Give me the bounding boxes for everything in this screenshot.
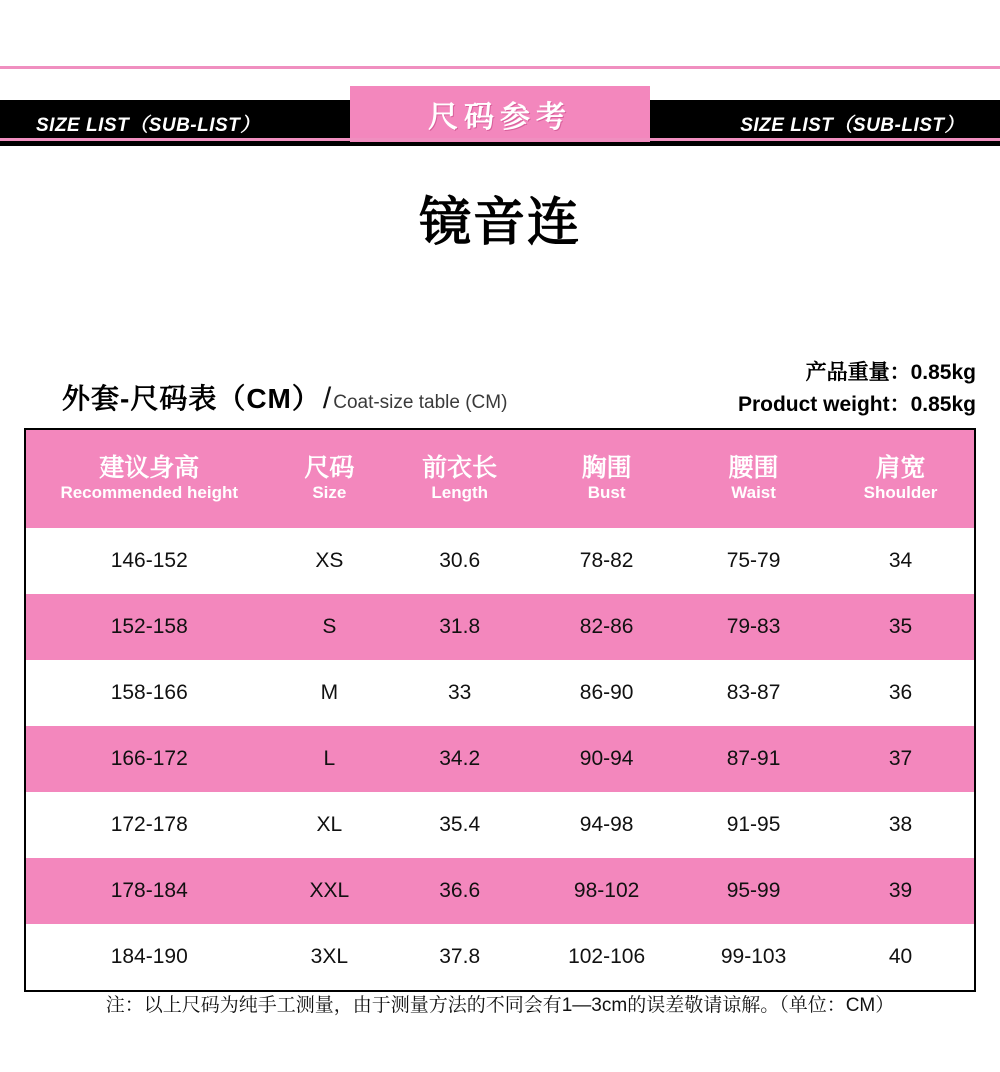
cell-height: 178-184 [110,879,188,902]
cell-size: XXL [309,879,350,902]
cell-bust: 94-98 [579,813,634,836]
table-caption-slash: / [322,382,332,415]
cell-shoulder: 35 [888,615,913,638]
table-header-row [26,430,974,528]
column-header-size-en: Size [312,483,347,503]
cell-bust: 86-90 [579,681,634,704]
cell-size: XL [316,813,343,836]
table-row [26,792,974,858]
cell-size: S [322,615,337,638]
cell-height: 152-158 [110,615,188,638]
cell-bust: 78-82 [579,549,634,572]
cell-bust: 90-94 [579,747,634,770]
cell-length: 30.6 [439,549,481,572]
column-header-length-cn: 前衣长 [422,454,498,483]
cell-length: 35.4 [439,813,481,836]
column-header-length-en: Length [431,483,489,503]
product-weight-block [738,357,976,420]
column-header-height-cn: 建议身高 [99,454,200,483]
cell-height: 184-190 [110,945,188,968]
cell-height: 146-152 [110,549,188,572]
table-row [26,594,974,660]
column-header-waist-en: Waist [731,483,776,503]
cell-length: 34.2 [439,747,481,770]
banner-center-badge [350,86,650,142]
table-row [26,660,974,726]
cell-shoulder: 40 [888,945,913,968]
product-weight-en: Product weight：0.85kg [737,392,976,416]
measurement-footnote: 注：以上尺码为纯手工测量，由于测量方法的不同会有1—3cm的误差敬请谅解。（单位：CM） [105,995,895,1016]
table-row [26,924,974,990]
cell-shoulder: 39 [888,879,913,902]
cell-waist: 95-99 [726,879,781,902]
column-header-bust [533,430,680,528]
cell-waist: 91-95 [726,813,781,836]
banner-rule-bottom [0,138,1000,141]
column-header-shoulder-cn: 肩宽 [875,454,926,483]
table-caption-cn: 外套-尺码表（CM） [62,383,321,414]
cell-bust: 98-102 [573,879,640,902]
cell-waist: 83-87 [726,681,781,704]
cell-waist: 79-83 [726,615,781,638]
cell-length: 36.6 [439,879,481,902]
column-header-size [272,430,386,528]
cell-size: L [323,747,336,770]
top-banner [0,72,1000,136]
column-header-shoulder-en: Shoulder [863,483,938,503]
banner-center-label: 尺码参考 [428,101,572,134]
column-header-height [26,430,272,528]
cell-waist: 99-103 [720,945,787,968]
banner-right-label: SIZE LIST（SUB-LIST） [740,114,964,136]
cell-length: 31.8 [439,615,481,638]
page-title: 镜音连 [418,194,581,252]
cell-shoulder: 37 [888,747,913,770]
product-weight-cn: 产品重量：0.85kg [805,361,976,384]
table-caption-en: Coat-size table (CM) [333,392,508,413]
column-header-length [386,430,533,528]
banner-rule-top [0,66,1000,69]
table-row [26,528,974,594]
cell-bust: 82-86 [579,615,634,638]
column-header-waist-cn: 腰围 [728,454,779,483]
size-table-container [24,428,976,992]
column-header-height-en: Recommended height [60,483,239,503]
cell-size: 3XL [310,945,349,968]
size-table [26,430,974,990]
column-header-bust-cn: 胸围 [581,454,632,483]
column-header-bust-en: Bust [587,483,626,503]
column-header-shoulder [827,430,974,528]
cell-waist: 87-91 [726,747,781,770]
cell-length: 33 [448,681,472,704]
column-header-waist [680,430,827,528]
cell-bust: 102-106 [568,945,646,968]
cell-length: 37.8 [439,945,481,968]
cell-size: M [320,681,339,704]
cell-shoulder: 36 [888,681,913,704]
table-caption [62,377,507,417]
cell-height: 172-178 [110,813,188,836]
cell-height: 158-166 [110,681,188,704]
cell-size: XS [315,549,344,572]
cell-waist: 75-79 [726,549,781,572]
column-header-size-cn: 尺码 [304,454,355,483]
table-row [26,726,974,792]
banner-left-label: SIZE LIST（SUB-LIST） [36,114,260,136]
cell-height: 166-172 [110,747,188,770]
table-row [26,858,974,924]
cell-shoulder: 38 [888,813,913,836]
cell-shoulder: 34 [888,549,913,572]
